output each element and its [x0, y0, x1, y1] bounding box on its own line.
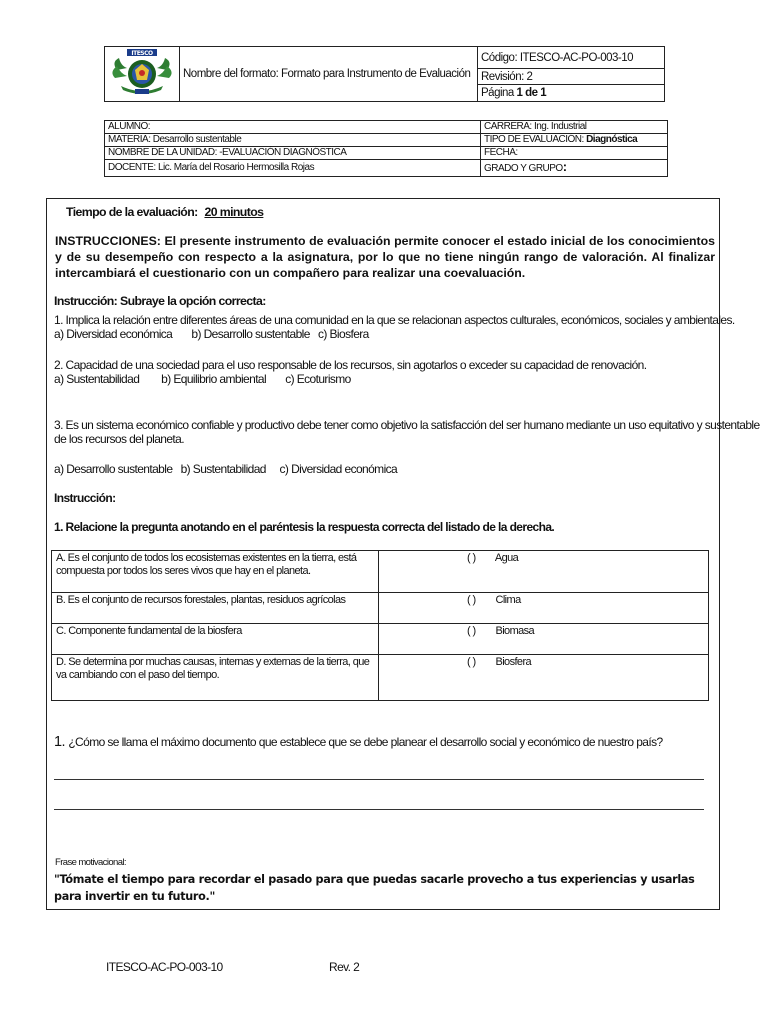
match-question-a: A. Es el conjunto de todos los ecosistemas existentes en la tierra, está compuesta por todos los seres vivos que hay en el planeta. — [52, 551, 379, 593]
fecha-field: FECHA: — [481, 147, 668, 160]
open-question-number: 1. — [54, 734, 69, 750]
format-name: Nombre del formato: Formato para Instrumento de Evaluación — [180, 47, 478, 102]
match-option: Biomasa — [495, 625, 535, 637]
match-option: Agua — [494, 552, 519, 564]
match-answer-cell[interactable] — [379, 551, 709, 593]
question-1: 1. Implica la relación entre diferentes áreas de una comunidad en la que se relacionan aspectos culturales, económicos, sociales y ambientales. — [54, 313, 735, 327]
match-answer-cell[interactable] — [379, 593, 709, 624]
question-3-line-1: 3. Es un sistema económico confiable y productivo debe tener como objetivo la satisfacción del ser humano mediante un uso equitativo y sustentable — [54, 418, 760, 432]
match-option: Biosfera — [495, 656, 532, 668]
logo-text: ITESCO — [131, 49, 153, 57]
tipo-value: Diagnóstica — [586, 134, 638, 145]
match-question-c: C. Componente fundamental de la biosfera — [52, 624, 379, 655]
tiempo-value: 20 minutos — [204, 205, 264, 219]
open-question — [54, 734, 663, 749]
answer-parenthesis: ( ) — [467, 625, 476, 637]
alumno-field: ALUMNO: — [105, 121, 481, 134]
materia-field: MATERIA: Desarrollo sustentable — [105, 134, 481, 147]
matching-table — [51, 550, 709, 701]
open-question-text: ¿Cómo se llama el máximo documento que establece que se debe planear el desarrollo social y económico de nuestro país? — [68, 735, 663, 749]
grado-grupo-field — [481, 160, 668, 177]
student-info-table — [104, 120, 668, 177]
format-code: Código: ITESCO-AC-PO-003-10 — [478, 47, 665, 69]
question-2-options: a) Sustentabilidad b) Equilibrio ambiental c) Ecoturismo — [54, 372, 351, 386]
match-option: Clima — [495, 594, 521, 606]
answer-line-1[interactable] — [54, 779, 704, 780]
format-page — [478, 85, 665, 102]
unidad-field: NOMBRE DE LA UNIDAD: -EVALUACIÓN DIAGNÓSTICA — [105, 147, 481, 160]
match-question-b: B. Es el conjunto de recursos forestales, plantas, residuos agrícolas — [52, 593, 379, 624]
footer-revision: Rev. 2 — [329, 960, 360, 974]
question-3-line-2: de los recursos del planeta. — [54, 432, 184, 446]
docente-field: DOCENTE: Lic. María del Rosario Hermosilla Rojas — [105, 160, 481, 177]
tiempo-line — [66, 205, 263, 219]
instruccion-subraye: Instrucción: Subraye la opción correcta: — [54, 294, 266, 308]
question-3-options: a) Desarrollo sustentable b) Sustentabilidad c) Diversidad económica — [54, 462, 398, 476]
format-revision: Revisión: 2 — [478, 69, 665, 85]
table-row — [52, 551, 709, 593]
instructions-paragraph: INSTRUCCIONES: El presente instrumento de evaluación permite conocer el estado inicial de los conocimientos y de su desempeño con respecto a la asignatura, por lo que no tiene ningún rango de valoración. Al finalizar intercambiará el cuestionario con un compañero para realizar una coevaluación. — [55, 234, 715, 280]
frase-label: Frase motivacional: — [55, 857, 126, 868]
match-question-d: D. Se determina por muchas causas, internas y externas de la tierra, que va cambiando con el paso del tiempo. — [52, 655, 379, 701]
match-answer-cell[interactable] — [379, 624, 709, 655]
table-row — [52, 655, 709, 701]
question-2: 2. Capacidad de una sociedad para el uso responsable de los recursos, sin agotarlos o exceder su capacidad de renovación. — [54, 358, 647, 372]
page-number: 1 de 1 — [516, 87, 547, 99]
question-1-options: a) Diversidad económica b) Desarrollo sustentable c) Biosfera — [54, 327, 369, 341]
answer-parenthesis: ( ) — [467, 594, 476, 606]
carrera-field: CARRERA: Ing. Industrial — [481, 121, 668, 134]
table-row — [52, 624, 709, 655]
tipo-evaluacion-field — [481, 134, 668, 147]
itesco-logo-icon — [107, 48, 177, 98]
grado-label: GRADO Y GRUPO — [484, 163, 563, 174]
answer-parenthesis: ( ) — [467, 656, 476, 668]
page-prefix: Página — [481, 87, 517, 99]
table-row — [52, 593, 709, 624]
relacione-instruction: 1. Relacione la pregunta anotando en el paréntesis la respuesta correcta del listado de la derecha. — [54, 520, 555, 534]
grado-colon: : — [562, 159, 567, 174]
answer-line-2[interactable] — [54, 809, 704, 810]
answer-parenthesis: ( ) — [467, 552, 476, 564]
tiempo-label: Tiempo de la evaluación: — [66, 205, 198, 219]
format-header-table — [104, 46, 665, 102]
footer-code: ITESCO-AC-PO-003-10 — [106, 960, 223, 974]
logo-cell — [105, 47, 180, 102]
frase-motivacional: "Tómate el tiempo para recordar el pasado para que puedas sacarle provecho a tus experiencias y usarlas para invertir en tu futuro." — [54, 873, 695, 903]
instruccion-label: Instrucción: — [54, 491, 116, 505]
match-answer-cell[interactable] — [379, 655, 709, 701]
tipo-label: TIPO DE EVALUACIÓN: — [484, 134, 587, 145]
